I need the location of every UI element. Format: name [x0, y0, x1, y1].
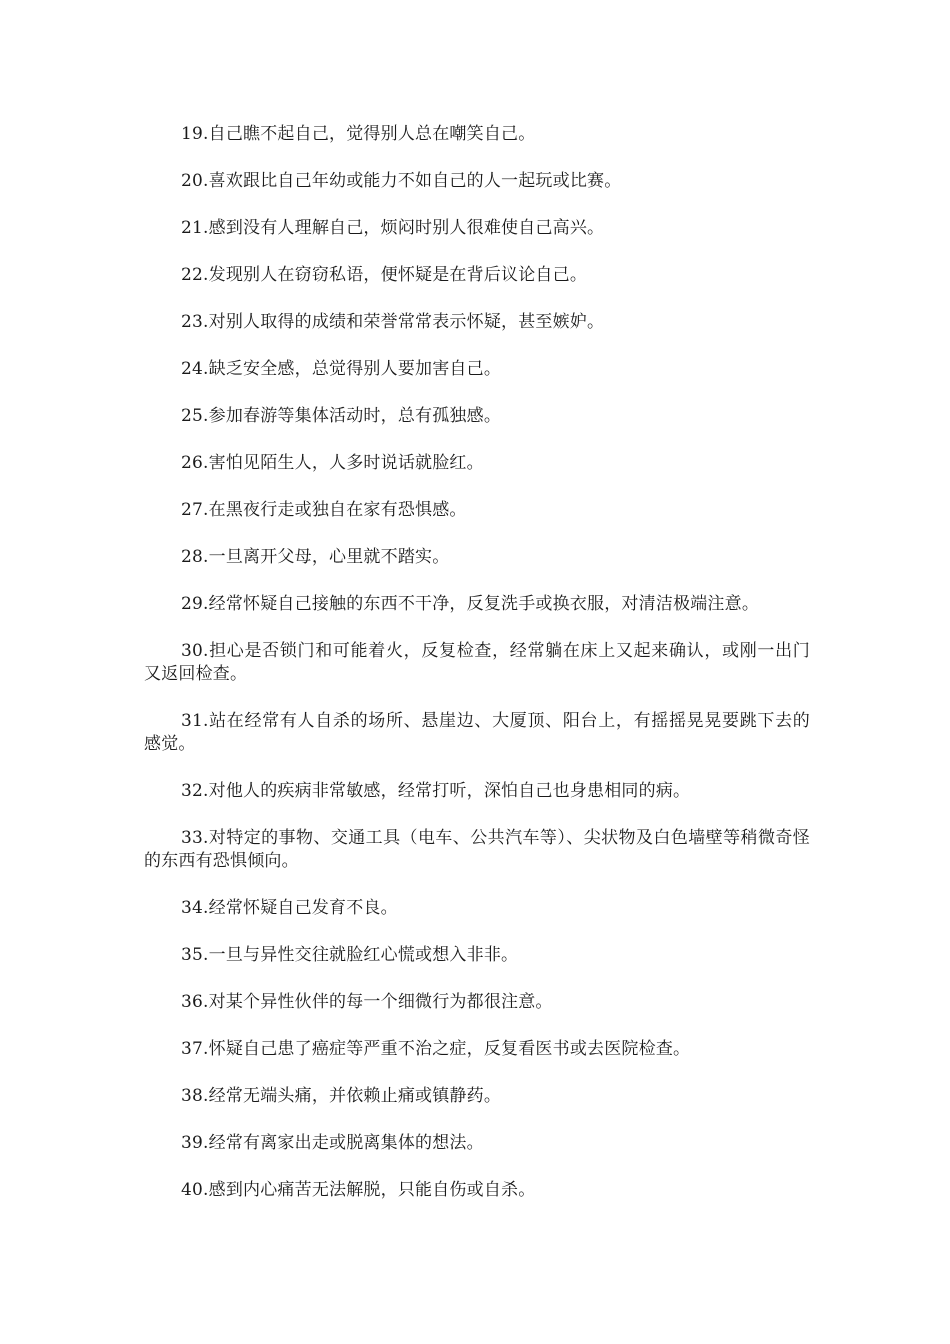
list-item: 30.担心是否锁门和可能着火，反复检查，经常躺在床上又起来确认，或刚一出门又返回检查。 [144, 641, 810, 684]
list-item: 25.参加春游等集体活动时，总有孤独感。 [181, 406, 502, 426]
list-item: 36.对某个异性伙伴的每一个细微行为都很注意。 [181, 992, 553, 1012]
list-item: 24.缺乏安全感，总觉得别人要加害自己。 [181, 359, 502, 379]
list-item: 19.自己瞧不起自己，觉得别人总在嘲笑自己。 [181, 124, 536, 144]
list-item: 37.怀疑自己患了癌症等严重不治之症，反复看医书或去医院检查。 [181, 1039, 691, 1059]
list-item: 28.一旦离开父母，心里就不踏实。 [181, 547, 450, 567]
list-item: 22.发现别人在窃窃私语，便怀疑是在背后议论自己。 [181, 265, 588, 285]
list-item: 21.感到没有人理解自己，烦闷时别人很难使自己高兴。 [181, 218, 605, 238]
list-item: 31.站在经常有人自杀的场所、悬崖边、大厦顶、阳台上，有摇摇晃晃要跳下去的感觉。 [144, 711, 810, 754]
list-item: 27.在黑夜行走或独自在家有恐惧感。 [181, 500, 467, 520]
list-item: 29.经常怀疑自己接触的东西不干净，反复洗手或换衣服，对清洁极端注意。 [181, 594, 760, 614]
questionnaire-list [144, 123, 810, 1226]
list-item: 34.经常怀疑自己发育不良。 [181, 898, 398, 918]
list-item: 39.经常有离家出走或脱离集体的想法。 [181, 1133, 484, 1153]
list-item: 35.一旦与异性交往就脸红心慌或想入非非。 [181, 945, 519, 965]
list-item: 23.对别人取得的成绩和荣誉常常表示怀疑，甚至嫉妒。 [181, 312, 605, 332]
list-item: 20.喜欢跟比自己年幼或能力不如自己的人一起玩或比赛。 [181, 171, 622, 191]
list-item: 40.感到内心痛苦无法解脱，只能自伤或自杀。 [181, 1180, 536, 1200]
list-item: 26.害怕见陌生人，人多时说话就脸红。 [181, 453, 484, 473]
list-item: 33.对特定的事物、交通工具（电车、公共汽车等）、尖状物及白色墙壁等稍微奇怪的东西有恐惧倾向。 [144, 828, 810, 871]
list-item: 32.对他人的疾病非常敏感，经常打听，深怕自己也身患相同的病。 [181, 781, 691, 801]
list-item: 38.经常无端头痛，并依赖止痛或镇静药。 [181, 1086, 502, 1106]
